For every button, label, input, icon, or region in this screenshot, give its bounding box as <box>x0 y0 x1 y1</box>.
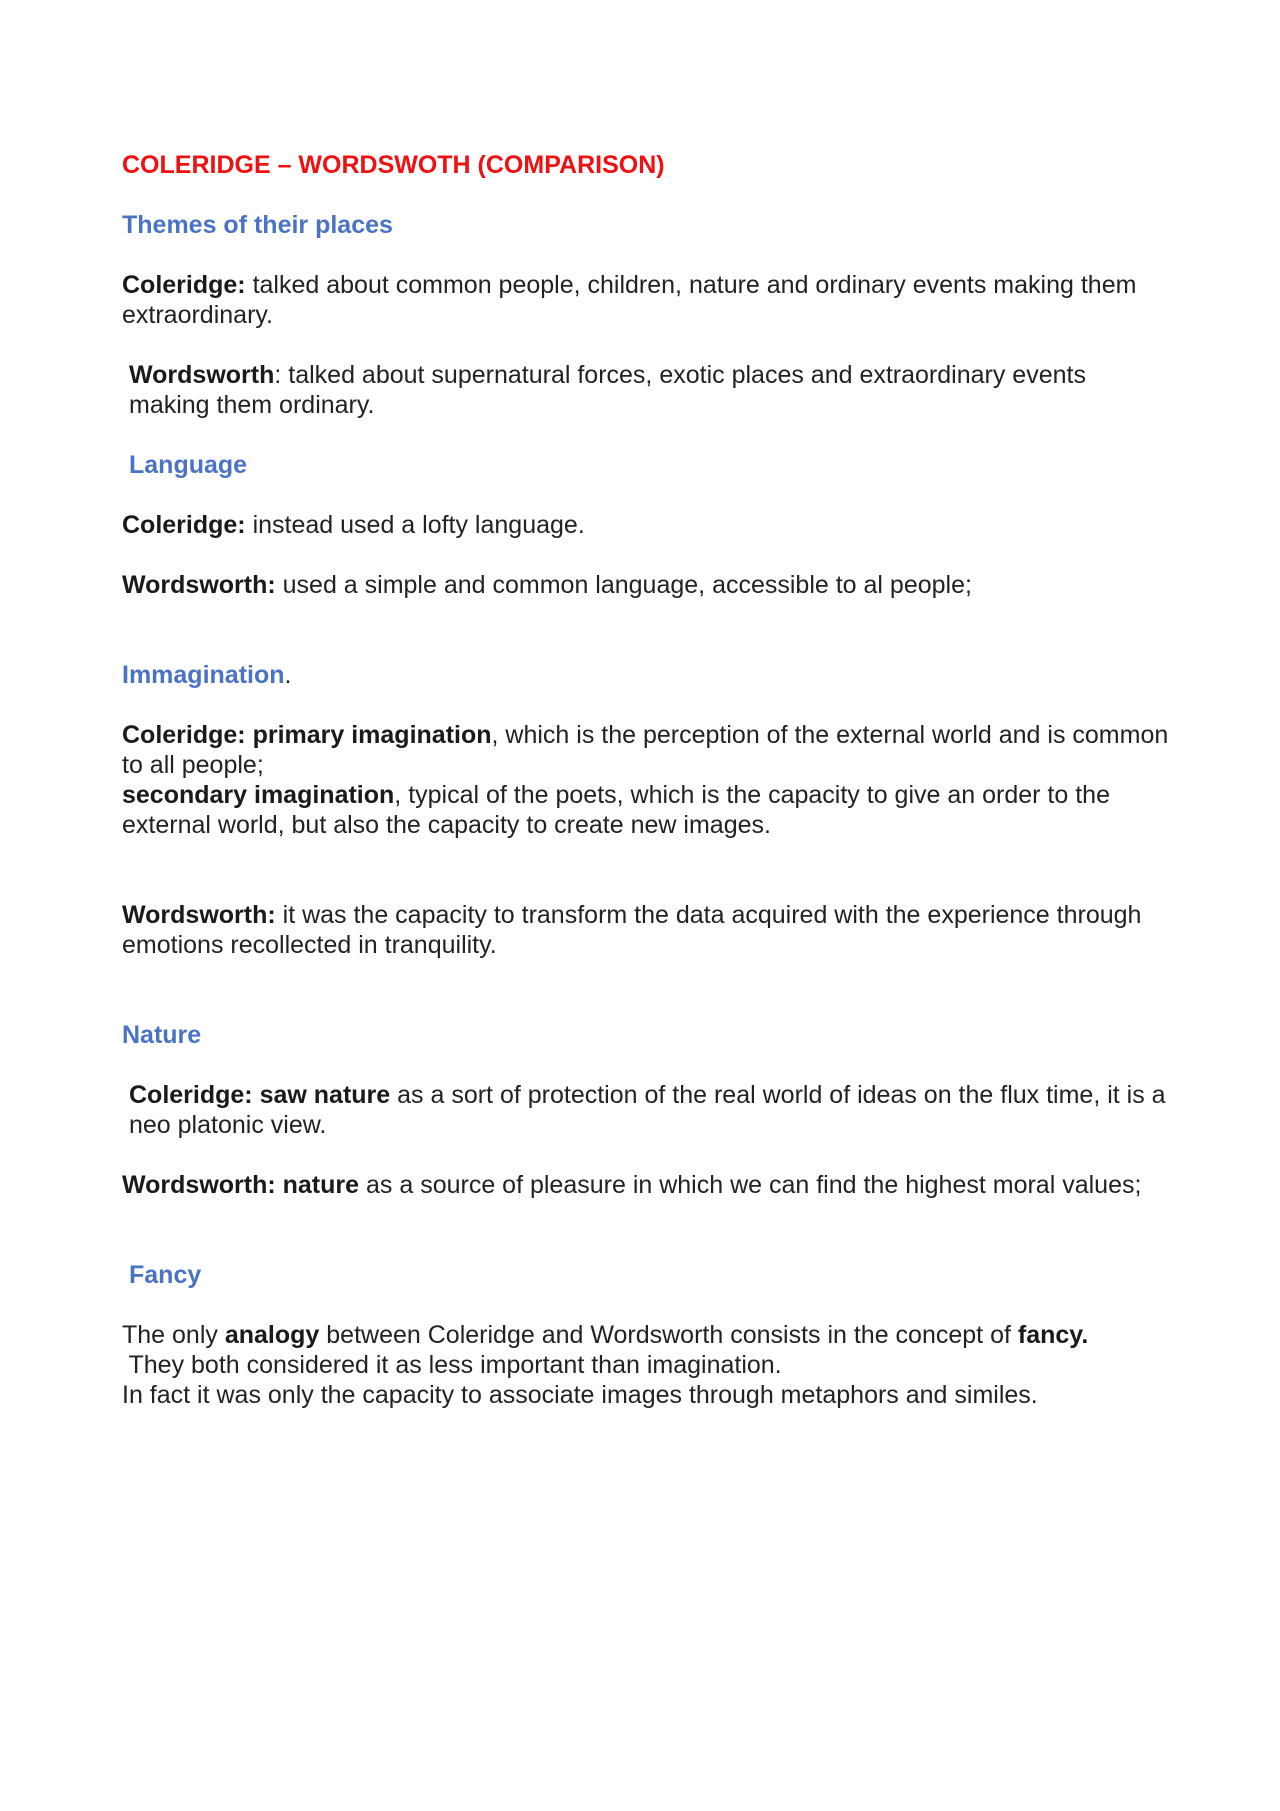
heading-imagination-text: Immagination <box>122 661 285 689</box>
themes-coleridge-label: Coleridge: <box>122 271 246 299</box>
document-body <box>122 150 1172 1410</box>
nature-wordsworth-label: Wordsworth: <box>122 1171 276 1199</box>
imagination-wordsworth-paragraph <box>122 900 1172 960</box>
language-coleridge-paragraph <box>122 510 1172 540</box>
nature-wordsworth-text: as a source of pleasure in which we can find the highest moral values; <box>359 1171 1142 1199</box>
language-coleridge-label: Coleridge: <box>122 511 246 539</box>
themes-wordsworth-paragraph <box>122 360 1172 420</box>
heading-imagination <box>122 660 1172 690</box>
fancy-line-3: In fact it was only the capacity to associate images through metaphors and similes. <box>122 1381 1038 1409</box>
imagination-coleridge-paragraph <box>122 720 1172 780</box>
fancy-line-2: They both considered it as less important than imagination. <box>122 1351 782 1379</box>
language-wordsworth-text: used a simple and common language, accessible to al people; <box>275 571 972 599</box>
themes-wordsworth-text: : talked about supernatural forces, exotic places and extraordinary events making them ordinary. <box>129 361 1086 419</box>
language-wordsworth-label: Wordsworth: <box>122 571 276 599</box>
heading-themes: Themes of their places <box>122 211 393 239</box>
imagination-primary-text: , which is the perception of the external world and is common to all people; <box>122 721 1169 779</box>
themes-coleridge-text: talked about common people, children, nature and ordinary events making them extraordinary. <box>122 271 1137 329</box>
spacer <box>122 870 1172 900</box>
document-title: COLERIDGE – WORDSWOTH (COMPARISON) <box>122 151 665 179</box>
imagination-wordsworth-label: Wordsworth: <box>122 901 276 929</box>
nature-wordsworth-paragraph <box>122 1170 1172 1200</box>
nature-wordsworth-term: nature <box>275 1171 360 1199</box>
themes-coleridge-paragraph <box>122 270 1172 330</box>
nature-coleridge-term: saw nature <box>252 1081 391 1109</box>
nature-coleridge-text: as a sort of protection of the real world of ideas on the flux time, it is a neo platonic view. <box>129 1081 1166 1139</box>
spacer <box>122 1230 1172 1260</box>
heading-imagination-suffix: . <box>284 661 292 689</box>
fancy-term: fancy. <box>1017 1321 1089 1349</box>
nature-coleridge-paragraph <box>122 1080 1172 1140</box>
imagination-secondary-paragraph <box>122 780 1172 840</box>
fancy-analogy-term: analogy <box>224 1321 320 1349</box>
heading-fancy: Fancy <box>129 1261 202 1289</box>
fancy-line-1-mid: between Coleridge and Wordsworth consists in the concept of <box>319 1321 1018 1349</box>
nature-coleridge-label: Coleridge: <box>129 1081 253 1109</box>
fancy-line-1 <box>122 1320 1172 1350</box>
imagination-secondary-text: , typical of the poets, which is the capacity to give an order to the external world, but also the capacity to create new images. <box>122 781 1110 839</box>
fancy-line-1-start: The only <box>122 1321 225 1349</box>
imagination-wordsworth-text: it was the capacity to transform the data acquired with the experience through emotions recollected in tranquility. <box>122 901 1142 959</box>
heading-language: Language <box>129 451 248 479</box>
imagination-secondary-term: secondary imagination <box>122 781 395 809</box>
heading-nature: Nature <box>122 1021 202 1049</box>
language-wordsworth-paragraph <box>122 570 1172 600</box>
spacer <box>122 630 1172 660</box>
themes-wordsworth-label: Wordsworth <box>129 361 275 389</box>
imagination-coleridge-label: Coleridge: <box>122 721 246 749</box>
spacer <box>122 990 1172 1020</box>
language-coleridge-text: instead used a lofty language. <box>245 511 585 539</box>
imagination-primary-term: primary imagination <box>245 721 492 749</box>
